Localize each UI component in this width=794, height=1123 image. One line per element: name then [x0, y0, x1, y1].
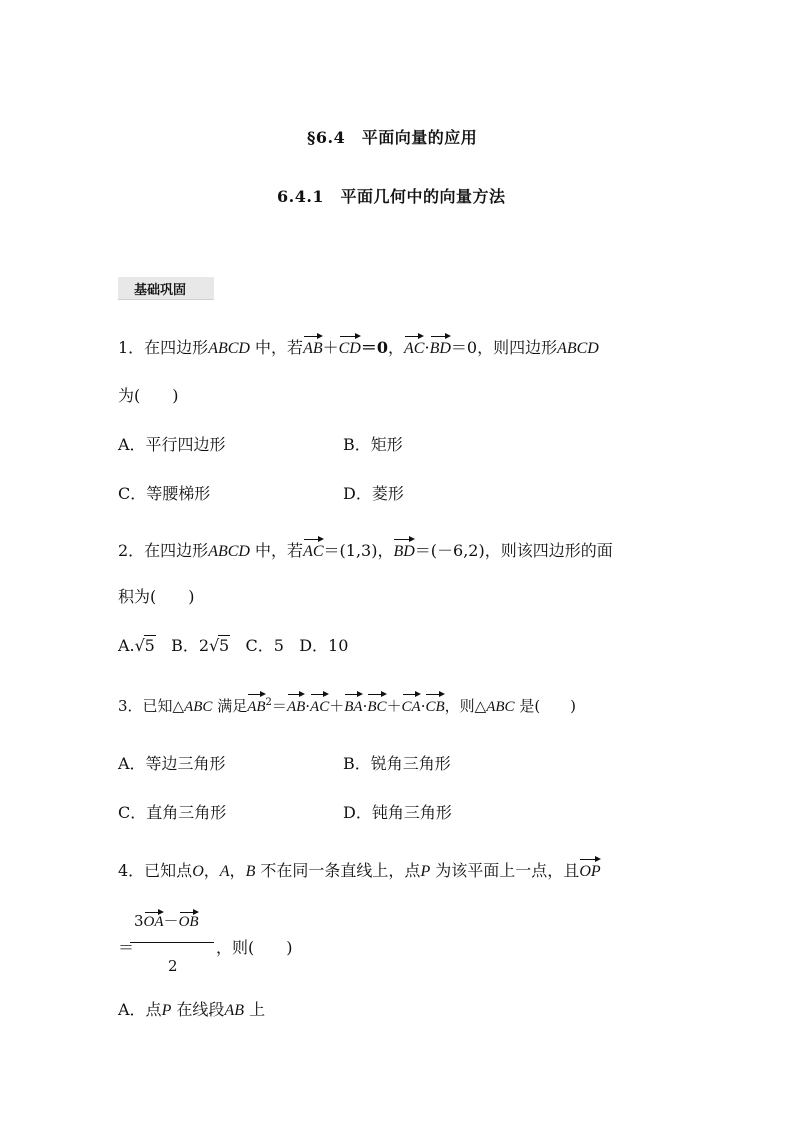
subsection-title: 6.4.1 平面几何中的向量方法 — [277, 187, 506, 206]
q4-text-4: ，则( ) — [216, 938, 293, 957]
q3-text-3: ，则△ — [444, 697, 487, 715]
question-2-line-1 — [118, 540, 613, 563]
dot-op-2: · — [362, 697, 368, 715]
point-b: B — [245, 863, 256, 880]
vector-ac: AC — [404, 338, 424, 360]
vector-ab-2: AB — [287, 696, 305, 718]
point-p: P — [161, 1002, 172, 1019]
q3-option-d: D．钝角三角形 — [343, 803, 452, 822]
basic-consolidation-badge — [118, 277, 214, 300]
vector-cb: CB — [425, 696, 444, 718]
q4-option-a-text-2: 在线段 — [171, 1000, 225, 1019]
question-4-line-1 — [118, 860, 601, 883]
q2-option-b: B．2 — [171, 636, 210, 655]
plus-sign: ＋ — [322, 338, 339, 357]
q1-quad: ABCD — [208, 340, 250, 357]
q4-option-a-text-3: 上 — [243, 1000, 266, 1019]
q2-quad: ABCD — [208, 543, 250, 560]
q3-text-2: 满足 — [212, 697, 248, 715]
vector-oa: OA — [143, 914, 164, 930]
question-3-line-1 — [118, 692, 576, 718]
q2-value-2: ＝(－6,2)，则该四边形的面 — [414, 541, 613, 560]
q2-option-d: D．10 — [299, 636, 349, 655]
q1-text: 1．在四边形 — [118, 338, 209, 357]
q1-option-a: A．平行四边形 — [118, 435, 226, 454]
dot-op: · — [424, 338, 430, 357]
comma: ， — [388, 338, 405, 357]
q1-option-b: B．矩形 — [343, 435, 403, 454]
q3-option-b: B．锐角三角形 — [343, 754, 451, 773]
vector-cd: CD — [339, 338, 361, 360]
q2-text: 2．在四边形 — [118, 541, 209, 560]
q3-triangle-2: ABC — [486, 699, 515, 715]
question-1-line-2: 为( ) — [118, 386, 179, 405]
square-exponent: 2 — [265, 697, 272, 708]
vector-ac: AC — [303, 541, 323, 563]
point-a: A — [219, 863, 230, 880]
q2-value-1: ＝(1,3)， — [323, 541, 394, 560]
q3-triangle: ABC — [184, 699, 213, 715]
sqrt-5: √ 5 — [134, 636, 155, 655]
q3-option-a: A．等边三角形 — [118, 754, 226, 773]
vector-ab: AB — [247, 696, 265, 718]
vector-ca: CA — [402, 696, 421, 718]
section-title: §6.4 平面向量的应用 — [307, 128, 478, 147]
q1-quad-2: ABCD — [557, 340, 599, 357]
sqrt-5-b: √ 5 — [209, 636, 230, 655]
vector-ab: AB — [303, 338, 323, 360]
q2-text-2: 中，若 — [249, 541, 304, 560]
dot-op-3: · — [420, 697, 426, 715]
dot-op: · — [305, 697, 311, 715]
q2-options — [118, 635, 348, 657]
q4-option-a — [118, 999, 265, 1022]
zero-vector: ＝0 — [360, 338, 388, 357]
q1-text-3: ＝0，则四边形 — [450, 338, 558, 357]
coefficient-3: 3 — [134, 912, 144, 930]
q2-option-c: C．5 — [245, 636, 284, 655]
q4-text-3: 为该平面上一点，且 — [430, 861, 580, 880]
point-o: O — [192, 863, 204, 880]
q4-text: 4．已知点 — [118, 861, 193, 880]
fraction-denominator: 2 — [168, 957, 178, 975]
vector-op: OP — [579, 861, 600, 883]
q4-option-a-text: A．点 — [118, 1000, 162, 1019]
equals: ＝ — [118, 938, 135, 957]
vector-ba: BA — [344, 696, 362, 718]
vector-bd: BD — [393, 541, 414, 563]
q3-text-4: 是( ) — [514, 697, 577, 715]
fraction-numerator — [134, 910, 199, 931]
segment-ab: AB — [224, 1002, 244, 1019]
question-2-line-2: 积为( ) — [118, 587, 195, 606]
badge-label: 基础巩固 — [134, 283, 187, 298]
q3-text: 3．已知△ — [118, 697, 185, 715]
q1-option-c: C．等腰梯形 — [118, 484, 211, 503]
equals: ＝ — [271, 697, 287, 715]
plus-sign: ＋ — [329, 697, 345, 715]
vector-bc: BC — [367, 696, 386, 718]
plus-sign-2: ＋ — [386, 697, 402, 715]
question-1-line-1 — [118, 337, 599, 360]
vector-ac: AC — [310, 696, 329, 718]
q1-text-2: 中，若 — [249, 338, 304, 357]
point-p: P — [420, 863, 431, 880]
q1-option-d: D．菱形 — [343, 484, 404, 503]
vector-bd: BD — [430, 338, 451, 360]
minus-sign: － — [163, 912, 179, 930]
q4-text-2: 不在同一条直线上，点 — [255, 861, 421, 880]
q2-option-a: A. — [118, 636, 135, 655]
comma: ， — [203, 861, 220, 880]
vector-ob: OB — [178, 914, 199, 930]
comma-2: ， — [229, 861, 246, 880]
fraction-bar — [130, 942, 214, 943]
q3-option-c: C．直角三角形 — [118, 803, 227, 822]
